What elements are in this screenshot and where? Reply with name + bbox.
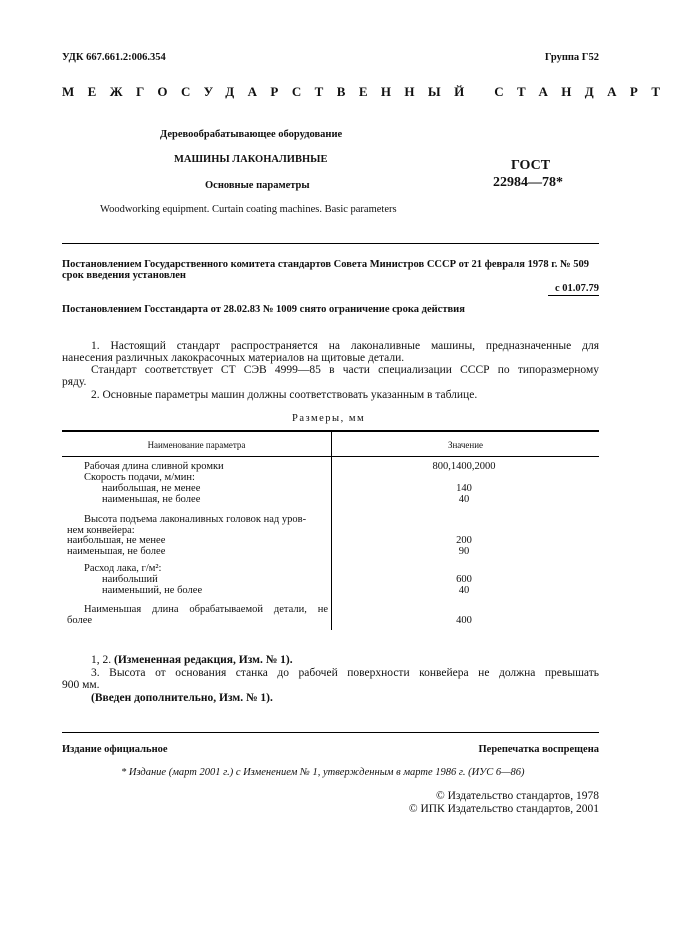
udk-code: УДК 667.661.2:006.354 [62, 52, 166, 63]
table-column-divider [331, 430, 332, 630]
row-value: 40 [458, 494, 470, 505]
decree-note: Постановлением Госстандарта от 28.02.83 № 1009 снято ограничение срока действия [62, 304, 465, 315]
table-caption: Размеры, мм [292, 413, 366, 424]
group-code: Группа Г52 [544, 52, 599, 63]
decree-effective: срок введения установлен [62, 270, 186, 281]
row-value: 90 [458, 546, 470, 557]
paragraph-3: 2. Основные параметры машин должны соответствовать указанным в таблице. [91, 389, 478, 401]
row-value: 40 [458, 585, 470, 596]
row-name: Скорость подачи, м/мин: [84, 472, 195, 483]
document-subtitle: Основные параметры [205, 180, 310, 191]
paragraph-4-cont: 900 мм. [62, 679, 100, 691]
row-name: наименьшая, не более [67, 546, 166, 557]
column-header-name: Наименование параметра [147, 440, 246, 450]
row-name: Высота подъема лаконаливных головок над уров- [84, 514, 307, 525]
paragraph-1-cont: нанесения различных лакокрасочных материалов на щитовые детали. [62, 352, 405, 364]
category-title: Деревообрабатывающее оборудование [160, 129, 343, 140]
introduced-note: (Введен дополнительно, Изм. № 1). [91, 692, 273, 704]
row-name: наибольшая, не менее [102, 483, 201, 494]
row-value: 800,1400,2000 [432, 461, 496, 472]
column-header-value: Значение [447, 440, 484, 450]
copyright-1978: © Издательство стандартов, 1978 [435, 790, 599, 802]
paragraph-2: Стандарт соответствует СТ СЭВ 4999—85 в части специализации СССР по типоразмерному [91, 364, 599, 376]
row-name: более [67, 615, 93, 626]
divider [62, 243, 599, 244]
amendment-prefix: 1, 2. [91, 654, 112, 666]
paragraph-4: 3. Высота от основания станка до рабочей поверхности конвейера не должна превышать [91, 667, 599, 679]
copyright-2001: © ИПК Издательство стандартов, 2001 [408, 803, 599, 815]
table-header-border [62, 456, 599, 457]
official-edition: Издание официальное [62, 744, 168, 755]
english-title: Woodworking equipment. Curtain coating machines. Basic parameters [100, 204, 397, 215]
row-value: 200 [456, 535, 472, 546]
row-name: нем конвейера: [67, 525, 135, 536]
amendment-bold: (Измененная редакция, Изм. № 1). [114, 654, 293, 666]
footer-divider [62, 732, 599, 733]
row-name: Расход лака, г/м²: [84, 563, 162, 574]
gost-number: 22984—78* [493, 175, 563, 190]
reprint-prohibited: Перепечатка воспрещена [478, 744, 599, 755]
decree-line: Постановлением Государственного комитета стандартов Совета Министров СССР от 21 февраля 1978 г. № 509 [62, 259, 589, 270]
row-name: Наименьшая длина обрабатываемой детали, не [84, 604, 328, 615]
row-value: 140 [456, 483, 472, 494]
document-title: МАШИНЫ ЛАКОНАЛИВНЫЕ [174, 154, 328, 165]
paragraph-1: 1. Настоящий стандарт распространяется на лаконаливные машины, предназначенные для [91, 340, 599, 352]
paragraph-2-cont: ряду. [62, 376, 87, 388]
row-value: 600 [456, 574, 472, 585]
gost-label: ГОСТ [511, 158, 551, 173]
amendment-note [91, 654, 293, 666]
row-name: наибольший [102, 574, 158, 585]
row-name: Рабочая длина сливной кромки [84, 461, 224, 472]
row-name: наименьшая, не более [102, 494, 201, 505]
effective-date: с 01.07.79 [554, 283, 599, 294]
edition-note: * Издание (март 2001 г.) с Изменением № 1, утвержденным в марте 1986 г. (ИУС 6—86) [121, 767, 525, 778]
row-name: наибольшая, не менее [67, 535, 166, 546]
row-value: 400 [456, 615, 472, 626]
date-underline [548, 295, 599, 296]
standard-banner: МЕЖГОСУДАРСТВЕННЫЙ СТАНДАРТ [62, 84, 673, 99]
row-name: наименьший, не более [102, 585, 203, 596]
